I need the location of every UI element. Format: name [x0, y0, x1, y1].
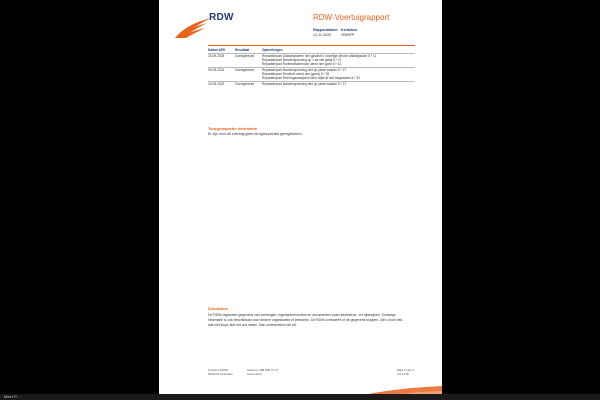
- remark-line: Reparatiepunt Uitlaatsysteem niet gasdicht / onveilige afvoer uitlaatgassen 5.* 11: [262, 54, 377, 59]
- report-date-value: 12-11-2025: [313, 33, 332, 37]
- footer-postbus: Postbus 30000: [208, 368, 229, 372]
- license-plate-value: VB69FP: [341, 33, 355, 37]
- report-date-label: Rapportdatum: [313, 28, 338, 32]
- footer-web: www.rdw.nl: [247, 372, 263, 376]
- cell-remarks: [262, 81, 415, 86]
- recall-text: Er zijn voor dit voertuig geen terugroepacties geregistreerd.: [208, 132, 303, 136]
- license-plate-label: Kenteken: [341, 28, 358, 32]
- cell-result: Goedgekeurd: [235, 67, 262, 81]
- cell-remarks: [262, 54, 415, 68]
- remark-line: Reparatiepunt Bandenspanning niet op juiste waarde 5.* 27: [262, 68, 347, 73]
- header-divider: [208, 45, 415, 46]
- license-plate: [341, 28, 357, 38]
- cell-result: Goedgekeurd: [235, 81, 262, 86]
- report-page: [159, 0, 442, 400]
- footer-city: 9640 RA Veendam: [208, 372, 234, 376]
- footer-contact: [247, 368, 278, 376]
- column-header-remarks: Opmerkingen: [262, 48, 283, 52]
- footer-address: [208, 368, 233, 376]
- rdw-logo-icon: [173, 14, 213, 40]
- table-row: [208, 81, 415, 86]
- remark-line: Reparatiepunt Bandenspanning niet op juiste waarde 5.* 27: [262, 82, 347, 87]
- disclaimer-title: Disclaimer: [208, 306, 229, 311]
- status-bar: [0, 394, 600, 400]
- disclaimer-text: De RDW registreert gegevens van voertuigen, eigenaren/houders en documenten zoals kentekens - en rijbewijzen. Sommige informatie is ook beschikbaar voor andere organisaties of personen. De RDW controleert of de gegevens kloppen. Ziet u toch iets wat niet klopt, laat het ons weten. Dan onderzoeken we dit.: [208, 313, 403, 327]
- remark-line: Reparatiepunt Bandenspanning op 1 as niet gelijk 5.* 27: [262, 58, 342, 63]
- document-title: RDW-Voertuigrapport: [313, 13, 390, 22]
- status-bar-text: Meer P...: [4, 394, 20, 399]
- footer-version: 2.0.1078: [397, 372, 409, 376]
- cell-date: 15-09-2025: [208, 54, 235, 68]
- column-header-result: Resultaat: [235, 48, 250, 52]
- footer-page-info: [397, 368, 414, 376]
- cell-date: 09-09-2024: [208, 67, 235, 81]
- table-row: [208, 67, 415, 81]
- cell-remarks: [262, 67, 415, 81]
- cell-date: 15-09-2023: [208, 81, 235, 86]
- remark-line: Reparatiepunt Ruitenwissermotor werkt niet goed 5.* 43: [262, 62, 342, 67]
- remark-line: Reparatiepunt Richtingaanwijzers kleur wijkt af niet toegestaan 5.* 33: [262, 76, 360, 81]
- report-date: [313, 28, 338, 38]
- remark-line: Reparatiepunt Remlicht werkt niet (goed) 5.* 35: [262, 72, 330, 77]
- footer-phone: Telefoon 088 008 74 47: [247, 368, 279, 372]
- brand-name: RDW: [209, 12, 234, 23]
- cell-result: Goedgekeurd: [235, 54, 262, 68]
- table-row: [208, 54, 415, 68]
- recall-title: Terugroepactie informatie: [208, 126, 258, 131]
- apk-table: [208, 48, 415, 86]
- column-header-date: Datum APK: [208, 48, 226, 52]
- footer-page-number: Blad 3 van 3: [397, 368, 414, 372]
